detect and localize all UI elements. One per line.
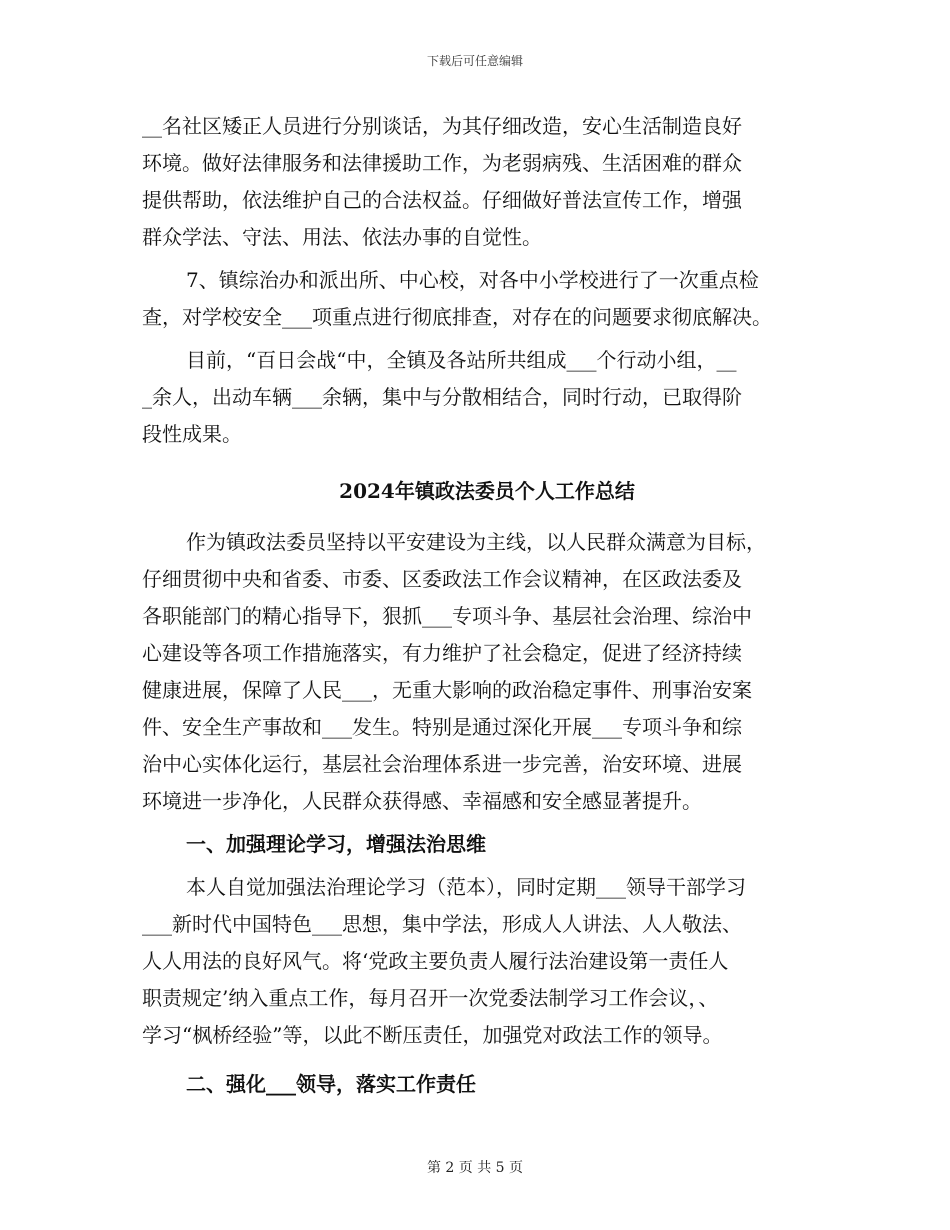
text-line: 提供帮助，依法维护自己的合法权益。仔细做好普法宣传工作，增强 [142, 188, 742, 212]
text-line: 治中心实体化运行，基层社会治理体系进一步完善，治安环境、进展 [142, 752, 742, 776]
paragraph-section-1 [142, 869, 832, 1054]
text-line: ___新时代中国特色___思想，集中学法，形成人人讲法、人人敬法、 [142, 912, 742, 936]
text-line: 各职能部门的精心指导下，狠抓___专项斗争、基层社会治理、综治中 [142, 604, 752, 628]
text-line: 7、镇综治办和派出所、中心校，对各中小学校进行了一次重点检 [186, 268, 759, 292]
page-number: 第 2 页 共 5 页 [426, 1160, 524, 1176]
text-line: 健康进展，保障了人民___，无重大影响的政治稳定事件、刑事治安案 [142, 678, 752, 702]
text-line: 心建设等各项工作措施落实，有力维护了社会稳定，促进了经济持续 [142, 641, 742, 665]
section-heading-2: 二、强化___领导，落实工作责任 [186, 1072, 476, 1096]
paragraph-currently [142, 342, 832, 453]
text-line: 件、安全生产事故和___发生。特别是通过深化开展___专项斗争和综 [142, 715, 742, 739]
text-line: 职责规定’纳入重点工作，每月召开一次党委法制学习工作会议，、 [142, 986, 719, 1010]
text-line: 本人自觉加强法治理论学习（范本），同时定期___领导干部学习 [186, 875, 746, 899]
document-title: 2024年镇政法委员个人工作总结 [339, 479, 635, 503]
text-line: __名社区矮正人员进行分别谈话，为其仔细改造，安心生活制造良好 [142, 114, 742, 138]
text-line: 作为镇政法委员坚持以平安建设为主线，以人民群众满意为目标， [186, 530, 766, 554]
section-heading-1: 一、加强理论学习，增强法治思维 [186, 832, 486, 856]
text-line: _余人，出动车辆___余辆，集中与分散相结合，同时行动，已取得阶 [142, 385, 742, 409]
text-line: 目前，“百日会战“中，全镇及各站所共组成___个行动小组，__ [186, 348, 737, 372]
text-line: 群众学法、守法、用法、依法办事的自觉性。 [142, 225, 542, 249]
paragraph-community-correction [142, 108, 832, 256]
text-line: 环境进一步净化，人民群众获得感、幸福感和安全感显著提升。 [142, 789, 702, 813]
paragraph-item-7 [142, 262, 832, 336]
text-line: 人人用法的良好风气。将‘党政主要负责人履行法治建设第一责任人 [142, 949, 729, 973]
text-line: 学习“枫桥经验”等，以此不断压责任，加强党对政法工作的领导。 [142, 1023, 723, 1047]
text-line: 段性成果。 [142, 422, 242, 446]
page-header: 下载后可任意编辑 [426, 54, 523, 68]
text-line: 仔细贯彻中央和省委、市委、区委政法工作会议精神，在区政法委及 [142, 567, 742, 591]
text-line: 查，对学校安全___项重点进行彻底排查，对存在的问题要求彻底解决。 [142, 305, 772, 329]
paragraph-intro [142, 524, 832, 820]
document-body [142, 108, 832, 1103]
text-line: 环境。做好法律服务和法律援助工作，为老弱病残、生活困难的群众 [142, 151, 742, 175]
